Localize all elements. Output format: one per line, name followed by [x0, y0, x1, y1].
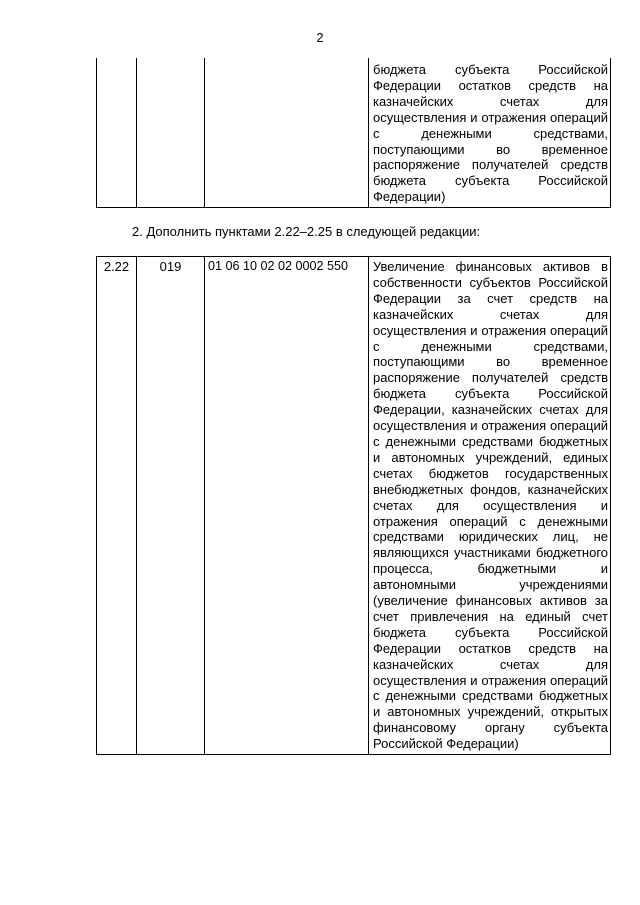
row-number-cell — [97, 58, 137, 208]
table-row — [97, 257, 611, 755]
admin-code-cell: 019 — [137, 257, 205, 755]
instruction-paragraph: 2. Дополнить пунктами 2.22–2.25 в следующей редакции: — [132, 224, 481, 239]
page-number: 2 — [316, 30, 324, 45]
description-cell: бюджета субъекта Российской Федерации остатков средств на казначейских счетах для осуществления и отражения операций с денежными средствами, поступающими во временное распоряжение получателей средств бюджета субъекта Российской Федерации) — [369, 58, 611, 208]
continuation-table — [96, 58, 611, 208]
row-number-cell: 2.22 — [97, 257, 137, 755]
kbk-code-cell — [205, 58, 369, 208]
description-cell: Увеличение финансовых активов в собственности субъектов Российской Федерации за счет средств на казначейских счетах для осуществления и отражения операций с денежными средствами, поступающими во временное распоряжение получателей средств бюджета субъекта Российской Федерации, казначейских счетах для осуществления и отражения операций с денежными средствами бюджетных и автономных учреждений, единых счетах бюджетов государственных внебюджетных фондов, казначейских счетах для осуществления и отражения операций с денежными средствами юридических лиц, не являющихся участниками бюджетного процесса, бюджетными и автономными учреждениями (увеличение финансовых активов за счет привлечения на единый счет бюджета субъекта Российской Федерации остатков средств на казначейских счетах для осуществления и отражения операций с денежными средствами бюджетных и автономных учреждений, открытых финансовому органу субъекта Российской Федерации) — [369, 257, 611, 755]
admin-code-cell — [137, 58, 205, 208]
new-items-table — [96, 256, 611, 755]
kbk-code-cell: 01 06 10 02 02 0002 550 — [205, 257, 369, 755]
table-row — [97, 58, 611, 208]
